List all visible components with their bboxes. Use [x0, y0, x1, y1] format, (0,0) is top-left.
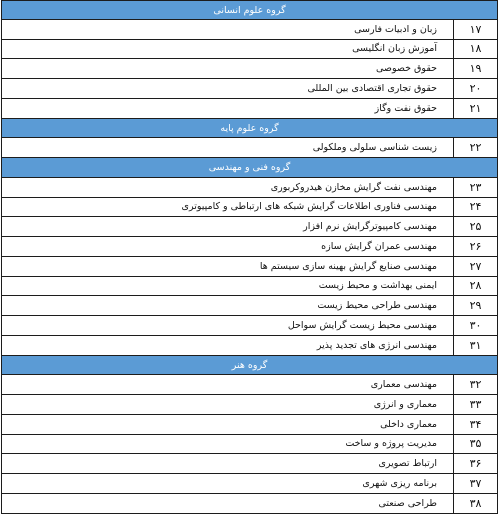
table-row [1, 99, 498, 119]
row-number: ۲۴ [453, 198, 497, 217]
table-row [1, 178, 498, 198]
program-title: مهندسی فناوری اطلاعات گرایش شبکه های ارتباطی و کامپیوتری [181, 201, 437, 213]
table-row [1, 375, 498, 395]
row-number: ۳۰ [453, 316, 497, 335]
table-row [1, 237, 498, 257]
table-row [1, 20, 498, 40]
group-header-label: گروه علوم انسانی [213, 5, 286, 16]
program-title: مهندسی عمران گرایش سازه [321, 240, 437, 252]
table-row [1, 59, 498, 79]
table-row [1, 454, 498, 474]
row-number: ۲۵ [453, 217, 497, 236]
table-row [1, 79, 498, 99]
table-row [1, 415, 498, 435]
row-number: ۳۷ [453, 474, 497, 493]
group-header-label: گروه علوم پایه [220, 122, 279, 134]
program-title: معماری و انرژی [373, 398, 437, 410]
program-title: حقوق تجاری اقتصادی بین المللی [307, 82, 437, 94]
group-header-art [1, 356, 498, 376]
program-title: مهندسی انرژی های تجدید پذیر [316, 339, 437, 351]
program-title: ایمنی بهداشت و محیط زیست [318, 280, 437, 292]
program-title: برنامه ریزی شهری [362, 477, 437, 489]
group-header-engineering [1, 158, 498, 178]
table-row [1, 257, 498, 277]
row-number: ۳۲ [453, 375, 497, 394]
row-number: ۲۰ [453, 79, 497, 98]
row-number: ۲۲ [453, 138, 497, 157]
row-number: ۲۶ [453, 237, 497, 256]
program-title: حقوق نفت وگاز [374, 102, 437, 114]
table-row [1, 336, 498, 356]
program-title: زبان و ادبیات فارسی [354, 23, 437, 35]
group-header-basic-sciences [1, 119, 498, 139]
row-number: ۱۹ [453, 59, 497, 78]
table-row [1, 277, 498, 297]
group-header-humanities [1, 0, 498, 20]
table-row [1, 474, 498, 494]
row-number: ۲۹ [453, 296, 497, 315]
group-header-label: گروه هنر [231, 359, 268, 371]
row-number: ۲۷ [453, 257, 497, 276]
row-number: ۳۱ [453, 336, 497, 355]
program-title: مهندسی محیط زیست گرایش سواحل [287, 319, 437, 331]
program-table [1, 0, 498, 514]
table-row [1, 138, 498, 158]
group-header-label: گروه فنی و مهندسی [208, 162, 291, 173]
row-number: ۳۴ [453, 415, 497, 434]
table-row [1, 316, 498, 336]
row-number: ۲۸ [453, 277, 497, 296]
program-title: حقوق خصوصی [376, 63, 437, 75]
table-row [1, 296, 498, 316]
program-title: معماری داخلی [380, 418, 437, 430]
row-number: ۲۱ [453, 99, 497, 118]
table-row [1, 217, 498, 237]
row-number: ۳۶ [453, 454, 497, 473]
row-number: ۱۸ [453, 40, 497, 59]
row-number: ۲۳ [453, 178, 497, 197]
row-number: ۳۵ [453, 435, 497, 454]
program-title: زیست شناسی سلولی وملکولی [312, 142, 437, 154]
table-row [1, 494, 498, 514]
program-title: مهندسی نفت گرایش مخازن هیدروکربوری [270, 181, 437, 193]
table-row [1, 435, 498, 455]
program-title: مهندسی طراحی محیط زیست [317, 300, 437, 312]
program-title: مهندسی صنایع گرایش بهینه سازی سیستم ها [259, 260, 437, 272]
table-row [1, 395, 498, 415]
program-title: مهندسی کامپیوترگرایش نرم افزار [303, 221, 437, 233]
row-number: ۳۸ [453, 494, 497, 513]
program-title: آموزش زبان انگلیسی [352, 43, 437, 55]
program-title: طراحی صنعتی [378, 497, 437, 509]
row-number: ۳۳ [453, 395, 497, 414]
program-title: ارتباط تصویری [378, 458, 437, 470]
table-row [1, 198, 498, 218]
row-number: ۱۷ [453, 20, 497, 39]
table-row [1, 40, 498, 60]
program-title: مدیریت پروژه و ساخت [345, 438, 437, 450]
program-title: مهندسی معماری [370, 379, 437, 391]
